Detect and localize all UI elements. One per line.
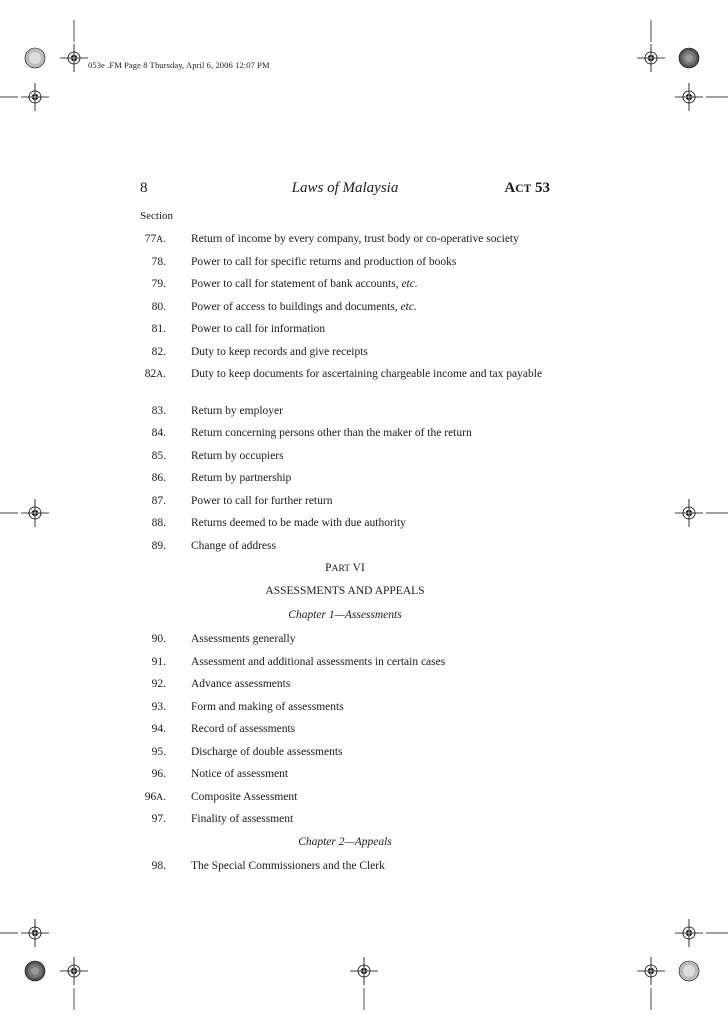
table-row [140,494,550,508]
part-heading: PART VI [325,562,365,574]
registration-mark-icon [25,961,45,981]
section-title: Record of assessments [191,723,296,735]
table-row [140,300,550,314]
section-list [140,232,550,881]
registration-mark-icon [350,957,378,985]
section-title: Finality of assessment [191,813,294,825]
section-column-label: Section [140,210,173,222]
section-group [140,232,550,553]
section-title: Advance assessments [191,678,291,690]
section-title: Change of address [191,539,276,552]
registration-mark-icon [637,957,665,985]
table-row [140,367,550,395]
registration-mark-icon [21,919,49,947]
registration-mark-icon [637,44,665,72]
section-title: Return of income by every company, trust body or co-operative society [191,233,519,245]
section-number: 92. [151,678,166,690]
section-number: 89. [151,539,166,552]
section-number: 79. [151,278,166,290]
section-title: The Special Commissioners and the Clerk [191,859,385,872]
section-number: 86. [151,472,166,484]
section-number: 81. [151,323,166,335]
page-number: 8 [140,180,148,196]
section-number: 97. [151,813,166,825]
table-row [140,471,550,485]
section-number: 94. [151,723,166,735]
section-number: 77A. [144,233,166,245]
table-row [140,812,550,826]
table-row [140,632,550,646]
section-number: 96. [151,768,166,780]
section-number: 83. [151,404,166,417]
section-number: 93. [151,700,166,713]
section-group [140,859,550,873]
section-number: 95. [151,745,166,758]
registration-mark-icon [675,83,703,111]
section-number: 88. [151,517,166,529]
section-title: Returns deemed to be made with due authority [191,517,406,529]
registration-mark-icon [675,919,703,947]
table-row [140,677,550,691]
table-row [140,277,550,291]
table-row [140,859,550,873]
table-row [140,404,550,418]
chapter-heading: Chapter 1—Assessments [288,609,402,621]
section-number: 90. [151,633,166,645]
section-title: Power to call for further return [191,494,333,507]
section-number: 82A. [144,368,166,380]
section-title: Discharge of double assessments [191,745,343,758]
print-slug: 053e .FM Page 8 Thursday, April 6, 2006 12:07 PM [88,60,270,70]
page-header [140,180,550,202]
section-number: 91. [151,655,166,668]
section-number: 82. [151,345,166,358]
section-number: 84. [151,427,166,439]
table-row [140,322,550,336]
registration-mark-icon [25,48,45,68]
section-number: 85. [151,449,166,462]
registration-mark-icon [679,961,699,981]
registration-mark-icon [679,48,699,68]
table-row [140,255,550,269]
section-title: Assessments generally [191,633,296,645]
section-title: Form and making of assessments [191,700,344,713]
section-title: Return concerning persons other than the maker of the return [191,427,472,439]
section-group [140,632,550,826]
section-title: Power to call for information [191,323,326,335]
section-title: Duty to keep documents for ascertaining chargeable income and tax payable [191,368,543,380]
table-row [140,449,550,463]
section-number: 80. [151,300,166,313]
table-row [140,722,550,736]
section-title: Return by employer [191,404,283,417]
part-title: ASSESSMENTS AND APPEALS [265,585,425,597]
section-title: Power to call for statement of bank accounts, etc. [191,278,418,290]
section-title: Duty to keep records and give receipts [191,345,368,358]
section-number: 98. [151,859,166,872]
registration-mark-icon [675,499,703,527]
table-row [140,790,550,804]
registration-mark-icon [60,957,88,985]
registration-mark-icon [21,499,49,527]
section-title: Return by partnership [191,472,292,484]
act-number: ACT 53 [504,180,550,196]
table-row [140,426,550,440]
section-title: Return by occupiers [191,449,284,462]
table-row [140,745,550,759]
table-row [140,767,550,781]
section-title: Power to call for specific returns and production of books [191,255,457,268]
table-row [140,700,550,714]
section-title: Assessment and additional assessments in certain cases [191,655,446,668]
section-title: Notice of assessment [191,768,289,780]
chapter-heading: Chapter 2—Appeals [298,835,392,848]
running-title: Laws of Malaysia [291,180,399,196]
section-number: 87. [151,494,166,507]
section-number: 78. [151,255,166,268]
table-row [140,345,550,359]
table-row [140,655,550,669]
section-number: 96A. [144,790,166,803]
registration-mark-icon [60,44,88,72]
registration-mark-icon [21,83,49,111]
table-row [140,539,550,553]
table-row [140,232,550,246]
section-title: Power of access to buildings and documents, etc. [191,300,417,313]
section-title: Composite Assessment [191,790,298,803]
table-row [140,516,550,530]
